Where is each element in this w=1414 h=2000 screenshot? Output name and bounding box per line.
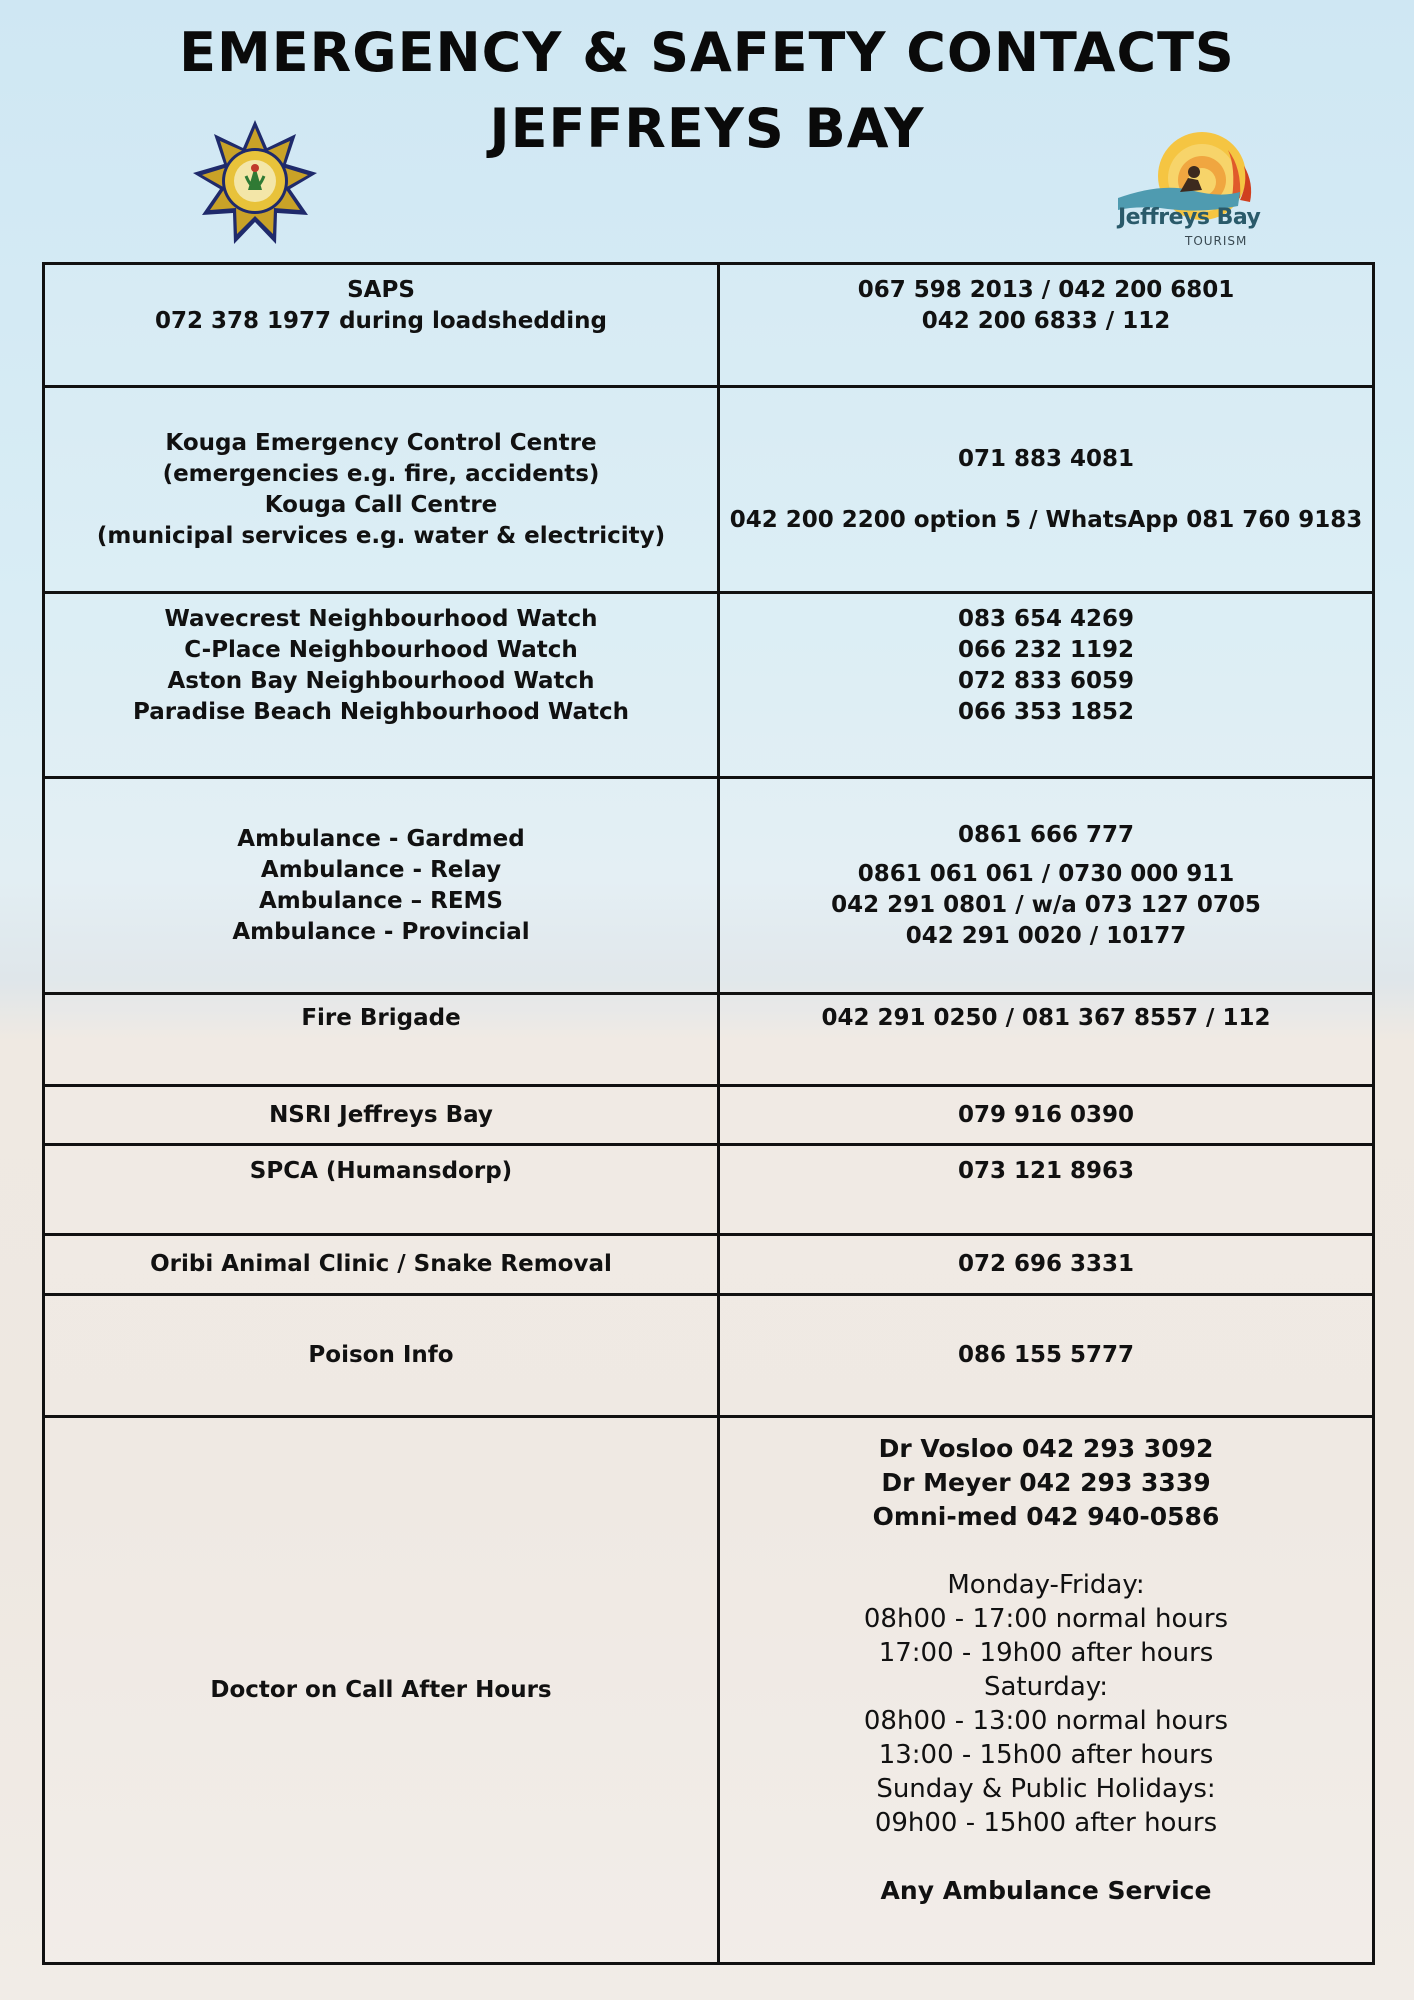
contact-number-cell bbox=[719, 1417, 1374, 1964]
contact-name: Poison Info bbox=[308, 1342, 454, 1368]
phone-number[interactable]: 042 200 2200 option 5 / WhatsApp 081 760 9183 bbox=[729, 506, 1363, 533]
contact-number-cell bbox=[719, 387, 1374, 593]
page-title-line1: EMERGENCY & SAFETY CONTACTS bbox=[179, 21, 1235, 84]
contact-name: Paradise Beach Neighbourhood Watch bbox=[132, 699, 629, 725]
table-row bbox=[44, 1086, 1374, 1145]
hours-line: 09h00 - 15h00 after hours bbox=[874, 1808, 1218, 1838]
table-row bbox=[44, 994, 1374, 1086]
hours-heading: Sunday & Public Holidays: bbox=[876, 1774, 1216, 1804]
hours-heading: Monday-Friday: bbox=[947, 1570, 1145, 1600]
table-row bbox=[44, 593, 1374, 778]
phone-number[interactable]: 073 121 8963 bbox=[957, 1158, 1135, 1184]
contact-number-cell bbox=[719, 1295, 1374, 1417]
contact-note: 072 378 1977 during loadshedding bbox=[155, 308, 607, 334]
contact-number-cell bbox=[719, 1086, 1374, 1145]
ambulance-note: Any Ambulance Service bbox=[880, 1876, 1212, 1905]
table-row bbox=[44, 1235, 1374, 1295]
contact-name: Aston Bay Neighbourhood Watch bbox=[167, 668, 595, 694]
phone-number[interactable]: 083 654 4269 bbox=[957, 606, 1135, 632]
contact-name: SAPS bbox=[347, 277, 415, 303]
contact-name-cell bbox=[44, 1145, 719, 1235]
hours-line: 08h00 - 13:00 normal hours bbox=[863, 1706, 1229, 1736]
contact-name: Kouga Call Centre bbox=[264, 491, 498, 518]
contact-name: Ambulance - Gardmed bbox=[237, 825, 525, 852]
contact-note: (emergencies e.g. fire, accidents) bbox=[162, 460, 600, 487]
contact-note: (municipal services e.g. water & electricity) bbox=[96, 522, 666, 549]
contact-number-cell bbox=[719, 1235, 1374, 1295]
contact-name-cell bbox=[44, 387, 719, 593]
contacts-table bbox=[42, 262, 1375, 1965]
phone-number[interactable]: 072 696 3331 bbox=[957, 1251, 1135, 1277]
contact-number-cell bbox=[719, 994, 1374, 1086]
phone-number[interactable]: 0861 666 777 bbox=[957, 821, 1135, 848]
contact-name-cell bbox=[44, 264, 719, 387]
table-row bbox=[44, 264, 1374, 387]
table-row bbox=[44, 1417, 1374, 1964]
contact-name-cell bbox=[44, 1417, 719, 1964]
contact-name: Ambulance - Provincial bbox=[232, 918, 530, 945]
contact-name: Doctor on Call After Hours bbox=[210, 1676, 552, 1703]
page-title-line2: JEFFREYS BAY bbox=[489, 97, 925, 160]
jb-logo-text: Jeffreys Bay bbox=[1118, 205, 1261, 230]
saps-badge-icon bbox=[190, 118, 320, 248]
contact-name: SPCA (Humansdorp) bbox=[249, 1158, 513, 1184]
phone-number[interactable]: 0861 061 061 / 0730 000 911 bbox=[857, 860, 1235, 887]
contact-name-cell bbox=[44, 1295, 719, 1417]
contact-name: Ambulance - Relay bbox=[260, 856, 502, 883]
contact-name-cell bbox=[44, 1235, 719, 1295]
phone-number[interactable]: 042 291 0020 / 10177 bbox=[905, 922, 1187, 949]
hours-line: 17:00 - 19h00 after hours bbox=[878, 1638, 1214, 1668]
contact-number-cell bbox=[719, 778, 1374, 994]
phone-number[interactable]: 067 598 2013 / 042 200 6801 bbox=[857, 277, 1235, 303]
contact-name-cell bbox=[44, 994, 719, 1086]
phone-number[interactable]: 042 200 6833 / 112 bbox=[921, 308, 1171, 334]
doctor-contact[interactable]: Omni-med 042 940-0586 bbox=[872, 1502, 1220, 1531]
phone-number[interactable]: 086 155 5777 bbox=[957, 1342, 1135, 1368]
contact-name: Ambulance – REMS bbox=[258, 887, 503, 914]
table-row bbox=[44, 778, 1374, 994]
contact-name: NSRI Jeffreys Bay bbox=[269, 1101, 493, 1128]
phone-number[interactable]: 079 916 0390 bbox=[957, 1101, 1135, 1128]
contact-number-cell bbox=[719, 264, 1374, 387]
contact-name-cell bbox=[44, 593, 719, 778]
table-row bbox=[44, 1295, 1374, 1417]
table-row bbox=[44, 1145, 1374, 1235]
phone-number[interactable]: 072 833 6059 bbox=[957, 668, 1135, 694]
contact-name: Kouga Emergency Control Centre bbox=[165, 429, 597, 456]
contact-name: Oribi Animal Clinic / Snake Removal bbox=[150, 1251, 612, 1277]
phone-number[interactable]: 071 883 4081 bbox=[957, 445, 1135, 472]
jb-logo-subtext: TOURISM bbox=[1185, 234, 1248, 248]
phone-number[interactable]: 066 353 1852 bbox=[957, 699, 1135, 725]
phone-number[interactable]: 042 291 0801 / w/a 073 127 0705 bbox=[831, 891, 1261, 918]
contact-name: Fire Brigade bbox=[301, 1005, 461, 1031]
contact-name: Wavecrest Neighbourhood Watch bbox=[164, 606, 598, 632]
contact-name-cell bbox=[44, 778, 719, 994]
contact-number-cell bbox=[719, 593, 1374, 778]
doctor-contact[interactable]: Dr Vosloo 042 293 3092 bbox=[878, 1434, 1214, 1463]
phone-number[interactable]: 066 232 1192 bbox=[957, 637, 1135, 663]
phone-number[interactable]: 042 291 0250 / 081 367 8557 / 112 bbox=[821, 1005, 1271, 1031]
doctor-contact[interactable]: Dr Meyer 042 293 3339 bbox=[881, 1468, 1211, 1497]
hours-heading: Saturday: bbox=[983, 1672, 1109, 1702]
contact-name-cell bbox=[44, 1086, 719, 1145]
hours-line: 08h00 - 17:00 normal hours bbox=[863, 1604, 1229, 1634]
hours-line: 13:00 - 15h00 after hours bbox=[878, 1740, 1214, 1770]
table-row bbox=[44, 387, 1374, 593]
contact-name: C-Place Neighbourhood Watch bbox=[184, 637, 578, 663]
contact-number-cell bbox=[719, 1145, 1374, 1235]
